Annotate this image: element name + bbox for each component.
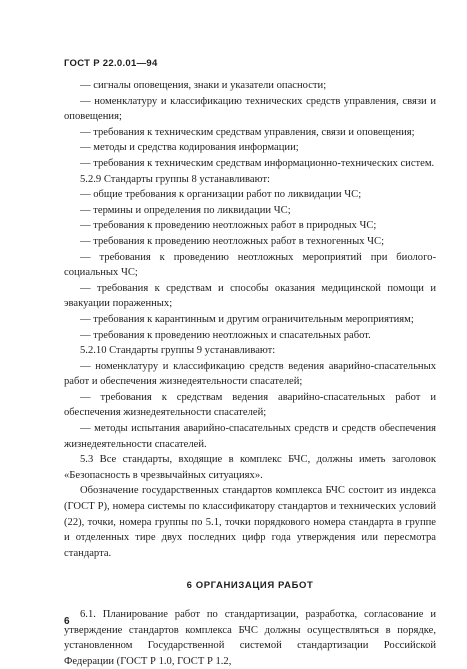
- list-item: — номенклатуру и классификацию технических средств управления, связи и оповещения;: [64, 95, 436, 123]
- list-item: — требования к средствам ведения аварийно-спасательных работ и обеспечения жизнедеятельности спасателей;: [64, 391, 436, 419]
- list-item: — номенклатуру и классификацию средств ведения аварийно-спасательных работ и обеспечения жизнедеятельности спасателей;: [64, 360, 436, 388]
- list-item: — требования к проведению неотложных работ в техногенных ЧС;: [80, 235, 385, 247]
- document-header: ГОСТ Р 22.0.01—94: [64, 58, 158, 69]
- list-item: — требования к техническим средствам управления, связи и оповещения;: [80, 126, 415, 138]
- list-item: — термины и определения по ликвидации ЧС;: [80, 204, 291, 216]
- clause-5-3: 5.3 Все стандарты, входящие в комплекс БЧС, должны иметь заголовок «Безопасность в чрезвычайных ситуациях».: [64, 454, 436, 481]
- list-item: — требования к проведению неотложных работ в природных ЧС;: [80, 220, 377, 232]
- designation-paragraph: Обозначение государственных стандартов комплекса БЧС состоит из индекса (ГОСТ Р), номера системы по классификатору стандартов и технических условий (22), точки, номера группы по 5.1, точки порядкового номера стандарта в группе и отделенных тире двух последних цифр года утверждения или пересмотра стандарта.: [64, 485, 436, 559]
- page-number: 6: [64, 616, 70, 627]
- list-item: — требования к проведению неотложных и спасательных работ.: [80, 329, 371, 341]
- list-item: — требования к средствам и способы оказания медицинской помощи и эвакуации пораженных;: [64, 282, 436, 310]
- list-item: — требования к карантинным и другим ограничительным мероприятиям;: [80, 313, 414, 325]
- document-body: [64, 78, 436, 669]
- list-item: — требования к проведению неотложных мероприятий при биолого-социальных ЧС;: [64, 251, 436, 279]
- clause-6-1: 6.1. Планирование работ по стандартизации, разработка, согласование и утверждение стандартов комплекса БЧС должны осуществляться в порядке, установленном Государственной системой стандартизации Российской Федерации (ГОСТ Р 1.0, ГОСТ Р 1.2,: [64, 609, 436, 667]
- list-item: — требования к техническим средствам информационно-технических систем.: [80, 157, 435, 169]
- list-item: — общие требования к организации работ по ликвидации ЧС;: [80, 189, 362, 201]
- clause-5-2-10-intro: 5.2.10 Стандарты группы 9 устанавливают:: [80, 345, 276, 357]
- list-item: — сигналы оповещения, знаки и указатели опасности;: [80, 80, 327, 91]
- list-item: — методы испытания аварийно-спасательных средств и средств обеспечения жизнедеятельности спасателей.: [64, 423, 436, 450]
- list-item: — методы и средства кодирования информации;: [80, 142, 299, 154]
- section-heading: 6 ОРГАНИЗАЦИЯ РАБОТ: [186, 580, 314, 592]
- clause-5-2-9-intro: 5.2.9 Стандарты группы 8 устанавливают:: [80, 173, 270, 185]
